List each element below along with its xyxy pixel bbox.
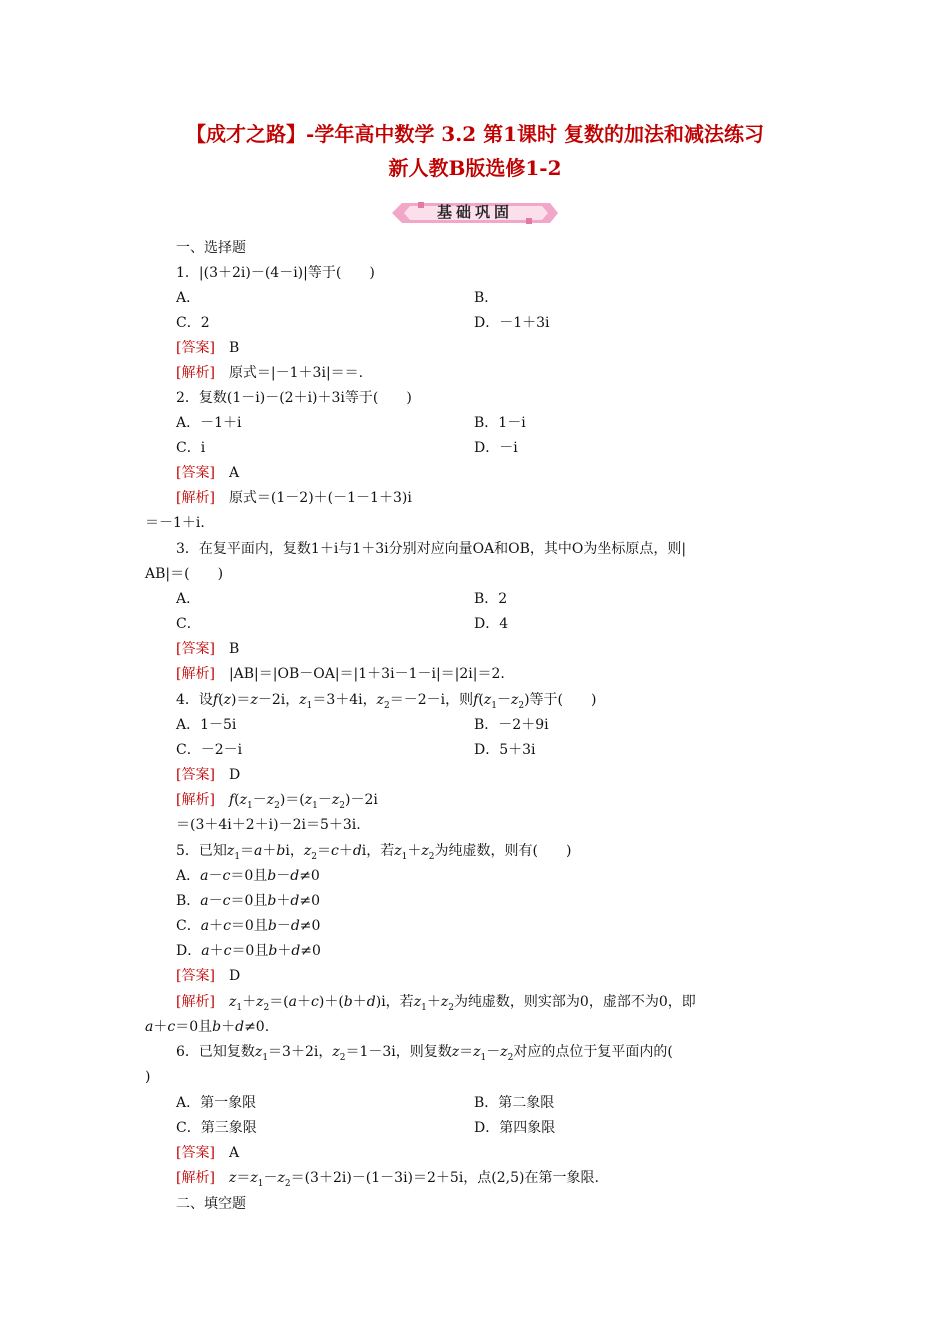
q5-var: z — [413, 994, 422, 1010]
q6-sub: 1 — [257, 1178, 264, 1189]
analysis-tag: [解析] — [176, 792, 215, 808]
question-6-stem — [176, 1042, 673, 1062]
q4-var: z — [376, 692, 385, 708]
q6-var: z — [332, 1044, 340, 1060]
q5-part: ＋ — [153, 1019, 168, 1035]
q2-answer-value: A — [228, 465, 240, 481]
q5-var: d — [352, 843, 362, 859]
q4-var: f — [228, 792, 235, 808]
q5-var: b — [276, 843, 286, 859]
section-banner — [392, 200, 558, 226]
q5-part: ＋ — [276, 893, 291, 909]
q5-var: z — [303, 843, 312, 859]
q5-part: ＝0且 — [231, 943, 269, 959]
answer-tag: [答案] — [176, 465, 215, 481]
q5-var: c — [311, 994, 319, 1010]
q4-an-part: － — [317, 792, 332, 808]
q6-var: z — [254, 1044, 263, 1060]
analysis-tag: [解析] — [176, 666, 215, 682]
q4-sub: 2 — [274, 800, 280, 811]
q4-answer-value: D — [228, 767, 241, 783]
answer-tag: [答案] — [176, 1145, 215, 1161]
q4-var: z — [223, 692, 231, 708]
q5-part: ＋ — [262, 843, 277, 859]
q2-option-d: D．－i — [474, 440, 518, 456]
q4-analysis-cont: ＝(3＋4i＋2＋i)－2i＝5＋3i. — [176, 817, 361, 833]
q6-option-a: A．第一象限 — [176, 1095, 257, 1111]
q4-stem-part: )＝ — [230, 692, 251, 708]
q5-sub: 2 — [428, 851, 435, 862]
q6-var: z — [277, 1170, 285, 1186]
q6-part: ＝3＋2i， — [268, 1044, 333, 1060]
q6-part: ＝ — [459, 1044, 474, 1060]
q5-sub: 2 — [311, 851, 317, 862]
q6-part: ＝ — [236, 1170, 251, 1186]
banner-label: 基础巩固 — [436, 203, 513, 221]
q5-option-b — [176, 891, 320, 911]
q5-var: c — [222, 893, 231, 909]
q1-analysis-text: 原式＝|－1＋3i|＝＝. — [228, 365, 364, 381]
q4-var: f — [212, 692, 219, 708]
q5-part: ＋ — [209, 918, 224, 934]
q5-var: d — [290, 893, 300, 909]
q5-part: i，若 — [361, 843, 395, 859]
q5-var: a — [200, 868, 209, 884]
answer-tag: [答案] — [176, 767, 215, 783]
q6-var: z — [228, 1170, 237, 1186]
q5-sub: 2 — [448, 1002, 454, 1013]
q4-sub: 2 — [339, 800, 346, 811]
document-subtitle: 新人教B版选修1-2 — [388, 156, 562, 180]
q4-an-part: )－2i — [345, 792, 378, 808]
q3-option-a: A． — [176, 591, 201, 607]
q5-var: a — [200, 893, 209, 909]
q3-analysis-text: |AB|＝|OB－OA|＝|1＋3i－1－i|＝|2i|＝2. — [228, 666, 505, 682]
q5-part: A． — [176, 868, 201, 884]
q4-an-part: － — [252, 792, 267, 808]
q6-var: z — [451, 1044, 460, 1060]
q5-part: － — [276, 918, 291, 934]
q4-var: f — [473, 692, 479, 708]
q5-var: c — [330, 843, 339, 859]
q4-var: z — [266, 792, 275, 808]
q4-stem-part: 4．设 — [176, 692, 213, 708]
q6-part: 对应的点位于复平面内的( — [513, 1044, 673, 1060]
q4-stem-part: ＝－2－i，则 — [389, 692, 474, 708]
question-2-stem: 2．复数(1－i)－(2＋i)＋3i等于( ) — [176, 390, 412, 406]
q2-analysis — [176, 488, 412, 508]
q4-var: z — [250, 692, 258, 708]
q1-option-a: A． — [176, 290, 201, 306]
q6-part: ＝(3＋2i)－(1－3i)＝2＋5i，点(2,5)在第一象限. — [290, 1170, 599, 1186]
q4-option-b: B．－2＋9i — [474, 717, 549, 733]
q6-part: － — [263, 1170, 278, 1186]
q4-sub: 1 — [312, 800, 318, 811]
q3-answer — [176, 639, 239, 659]
q5-sub: 1 — [421, 1002, 427, 1013]
analysis-tag: [解析] — [176, 994, 215, 1010]
q5-var: c — [167, 1019, 176, 1035]
q5-part: ＋ — [297, 994, 312, 1010]
q5-part: ≠0 — [299, 893, 320, 909]
q5-part: )＋( — [318, 994, 344, 1010]
question-3-stem-cont: AB|＝( ) — [145, 566, 224, 582]
q1-analysis — [176, 363, 363, 383]
analysis-tag: [解析] — [176, 1170, 215, 1186]
question-3-stem — [176, 539, 686, 559]
q4-var: z — [299, 692, 307, 708]
question-6-stem-cont: ) — [145, 1069, 151, 1085]
q6-option-c: C．第三象限 — [176, 1120, 257, 1136]
q5-var: d — [290, 918, 300, 934]
q2-option-c: C．i — [176, 440, 206, 456]
q5-var: z — [440, 994, 449, 1010]
q5-var: b — [267, 868, 277, 884]
q5-var: b — [268, 943, 278, 959]
q5-var: a — [201, 943, 210, 959]
q6-answer-value: A — [228, 1145, 240, 1161]
q5-part: D． — [176, 943, 202, 959]
q2-answer — [176, 463, 239, 483]
q5-part: － — [208, 868, 223, 884]
q1-answer — [176, 338, 239, 358]
q5-var: c — [223, 943, 232, 959]
q6-var: z — [250, 1170, 258, 1186]
q5-part: ＋ — [242, 994, 257, 1010]
q3-analysis — [176, 664, 505, 684]
q6-var: z — [500, 1044, 508, 1060]
q5-option-a — [176, 866, 320, 886]
q4-var: z — [304, 792, 313, 808]
q2-analysis-text: 原式＝(1－2)＋(－1－1＋3)i — [228, 490, 412, 506]
q5-part: ＝( — [269, 994, 289, 1010]
q5-part: )i，若 — [375, 994, 414, 1010]
section-heading-choice: 一、选择题 — [176, 240, 246, 256]
q5-var: c — [222, 868, 231, 884]
q4-stem-part: )等于( ) — [524, 692, 597, 708]
q1-option-c: C．2 — [176, 315, 210, 331]
answer-tag: [答案] — [176, 641, 215, 657]
q5-part: ≠0. — [244, 1019, 270, 1035]
q5-part: ＝0且 — [230, 893, 268, 909]
q4-analysis — [176, 790, 378, 810]
q4-var: z — [239, 792, 247, 808]
document-title: 【成才之路】-学年高中数学 3.2 第1课时 复数的加法和减法练习 — [186, 122, 764, 146]
q5-part: ≠0 — [299, 868, 320, 884]
q4-var: z — [510, 692, 519, 708]
answer-tag: [答案] — [176, 340, 215, 356]
q5-var: d — [290, 868, 300, 884]
q4-stem-part: ＝3＋4i， — [312, 692, 377, 708]
q5-answer — [176, 966, 240, 986]
q5-answer-value: D — [228, 968, 241, 984]
q5-option-c — [176, 916, 320, 936]
q2-option-a: A．－1＋i — [176, 415, 242, 431]
question-4-stem — [176, 690, 596, 710]
q3-option-d: D．4 — [474, 616, 509, 632]
q5-var: z — [256, 994, 264, 1010]
q5-part: 为纯虚数，则有( ) — [434, 843, 572, 859]
q5-var: z — [228, 994, 237, 1010]
q4-stem-part: －2i， — [257, 692, 300, 708]
analysis-tag: [解析] — [176, 365, 215, 381]
q4-sub: 1 — [491, 700, 497, 711]
section-heading-fill: 二、填空题 — [176, 1196, 246, 1212]
q6-sub: 2 — [339, 1052, 346, 1063]
q5-part: ＋ — [277, 943, 292, 959]
q5-sub: 1 — [234, 851, 241, 862]
answer-tag: [答案] — [176, 968, 215, 984]
q6-option-b: B．第二象限 — [474, 1095, 555, 1111]
q5-part: ≠0 — [299, 918, 321, 934]
q5-part: ＋ — [338, 843, 353, 859]
q5-part: ＋ — [209, 943, 224, 959]
q5-part: B． — [176, 893, 201, 909]
q2-analysis-cont: ＝－1＋i. — [145, 515, 205, 531]
q5-part: ＋ — [426, 994, 441, 1010]
q4-an-part: ( — [234, 792, 240, 808]
q6-var: z — [473, 1044, 481, 1060]
q5-var: c — [223, 918, 231, 934]
q5-var: d — [291, 943, 301, 959]
q1-answer-value: B — [228, 340, 240, 356]
q6-sub: 1 — [480, 1052, 487, 1063]
q6-sub: 2 — [507, 1052, 514, 1063]
q5-part: － — [208, 893, 223, 909]
q6-part: 6．已知复数 — [176, 1044, 255, 1060]
q5-analysis — [176, 992, 696, 1012]
q4-sub: 1 — [246, 800, 253, 811]
q4-var: z — [483, 692, 492, 708]
q5-part: ＝0且 — [230, 918, 268, 934]
q4-stem-part: ( — [478, 692, 484, 708]
q1-option-b: B． — [474, 290, 499, 306]
q5-option-d — [176, 941, 321, 961]
q6-part: ＝1－3i，则复数 — [345, 1044, 452, 1060]
q3-option-b: B．2 — [474, 591, 508, 607]
q5-part: C． — [176, 918, 201, 934]
analysis-tag: [解析] — [176, 490, 215, 506]
q4-sub: 1 — [306, 700, 313, 711]
q4-option-d: D．5＋3i — [474, 742, 536, 758]
q6-sub: 1 — [262, 1052, 269, 1063]
q5-part: ＋ — [221, 1019, 236, 1035]
q5-part: ≠0 — [300, 943, 321, 959]
q4-option-c: C．－2－i — [176, 742, 243, 758]
q3-answer-value: B — [228, 641, 240, 657]
q5-part: ＝0且 — [230, 868, 268, 884]
q3-stem-text: 3．在复平面内，复数1＋i与1＋3i分别对应向量OA和OB，其中O为坐标原点，则| — [176, 541, 687, 557]
q6-option-d: D．第四象限 — [474, 1120, 556, 1136]
q4-stem-part: ( — [218, 692, 224, 708]
q6-answer — [176, 1143, 239, 1163]
q5-var: a — [200, 918, 210, 934]
q6-analysis — [176, 1168, 599, 1188]
q5-var: d — [235, 1019, 245, 1035]
question-1-stem: 1．|(3＋2i)－(4－i)|等于( ) — [176, 265, 375, 281]
q5-var: z — [421, 843, 429, 859]
q5-part: 为纯虚数，则实部为0，虚部不为0，即 — [453, 994, 696, 1010]
q5-part: ＝0且 — [175, 1019, 213, 1035]
q5-sub: 1 — [236, 1002, 243, 1013]
q4-sub: 2 — [384, 700, 390, 711]
q5-var: z — [394, 843, 402, 859]
q5-var: a — [288, 994, 298, 1010]
q5-var: b — [267, 893, 277, 909]
q5-var: b — [343, 994, 353, 1010]
q5-part: ＝ — [240, 843, 255, 859]
q4-var: z — [331, 792, 340, 808]
q4-option-a: A．1－5i — [176, 717, 237, 733]
q5-var: b — [267, 918, 277, 934]
q5-analysis-cont — [145, 1017, 269, 1037]
q5-var: d — [366, 994, 376, 1010]
q1-option-d: D．－1＋3i — [474, 315, 550, 331]
q5-part: 5．已知 — [176, 843, 227, 859]
q5-var: a — [254, 843, 263, 859]
q5-part: － — [276, 868, 291, 884]
question-5-stem — [176, 841, 571, 861]
q5-part: ＋ — [407, 843, 422, 859]
q3-option-c: C． — [176, 616, 201, 632]
q5-var: b — [212, 1019, 222, 1035]
q4-answer — [176, 765, 240, 785]
q5-var: z — [226, 843, 235, 859]
q4-an-part: )＝( — [279, 792, 305, 808]
q5-var: a — [145, 1019, 154, 1035]
q5-part: i， — [285, 843, 304, 859]
q6-part: － — [486, 1044, 501, 1060]
q5-sub: 2 — [263, 1002, 270, 1013]
q5-part: ＋ — [352, 994, 367, 1010]
q6-sub: 2 — [284, 1178, 291, 1189]
q4-stem-part: － — [496, 692, 511, 708]
q2-option-b: B．1－i — [474, 415, 526, 431]
q4-sub: 2 — [518, 700, 525, 711]
q5-part: ＝ — [316, 843, 331, 859]
q5-sub: 1 — [401, 851, 408, 862]
